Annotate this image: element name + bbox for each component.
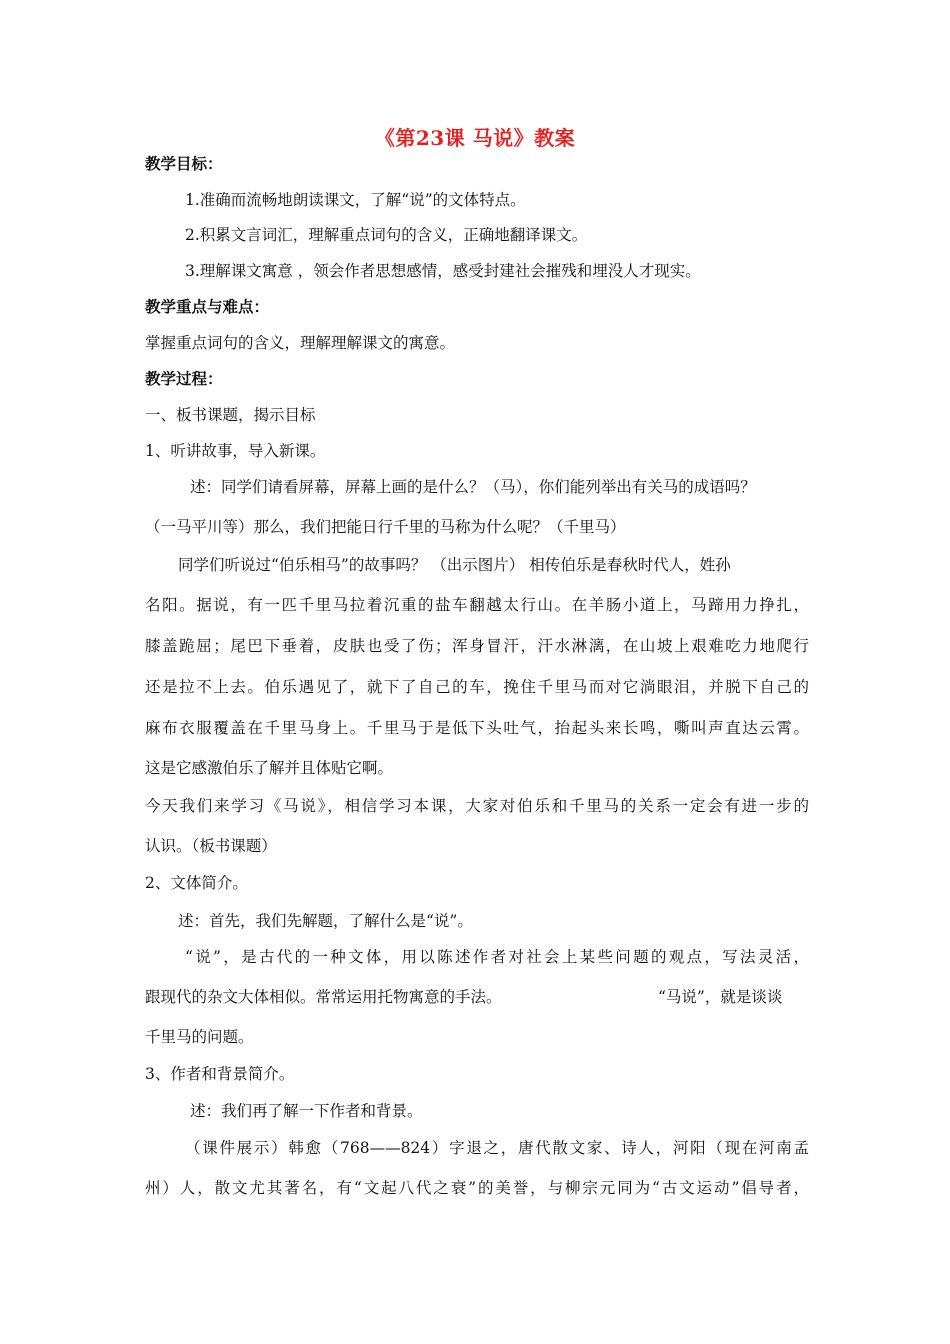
goal-item: 3.理解课文寓意 ，领会作者思想感情，感受封建社会摧残和埋没人才现实。: [185, 262, 701, 280]
process-step-heading: 2、文体简介。: [145, 874, 248, 892]
key-points-text: 掌握重点词句的含义，理解理解课文的寓意。: [145, 334, 456, 352]
paragraph-line: 述：首先，我们先解题，了解什么是“说”。: [178, 912, 473, 930]
key-points-heading: 教学重点与难点：: [145, 297, 270, 316]
process-step-heading: 3、作者和背景简介。: [145, 1065, 295, 1083]
paragraph-line: 还是拉不上去。伯乐遇见了，就下了自己的车，挽住千里马而对它淌眼泪，并脱下自己的: [145, 678, 809, 696]
paragraph-line: 今天我们来学习《马说》，相信学习本课，大家对伯乐和千里马的关系一定会有进一步的: [145, 797, 809, 815]
paragraph-line: 同学们听说过“伯乐相马”的故事吗？ （出示图片） 相传伯乐是春秋时代人，姓孙: [178, 556, 731, 574]
paragraph-line: 述：同学们请看屏幕，屏幕上画的是什么？（马），你们能列举出有关马的成语吗？: [190, 478, 756, 496]
goals-heading: 教学目标：: [145, 154, 223, 173]
paragraph-line: 跟现代的杂文大体相似。常常运用托物寓意的手法。: [145, 988, 502, 1006]
goal-item: 1.准确而流畅地朗读课文，了解“说”的文体特点。: [185, 191, 526, 209]
paragraph-line: 述：我们再了解一下作者和背景。: [190, 1102, 423, 1120]
paragraph-line: 千里马的问题。: [145, 1028, 254, 1046]
paragraph-line: （一马平川等）那么，我们把能日行千里的马称为什么呢？（千里马）: [145, 518, 626, 536]
paragraph-line: 认识。（板书课题）: [145, 837, 277, 855]
paragraph-line: “马说”，就是谈谈: [658, 988, 783, 1006]
goal-item: 2.积累文言词汇，理解重点词句的含义，正确地翻译课文。: [185, 226, 588, 244]
paragraph-line: 州）人，散文尤其著名，有“文起八代之衰”的美誉，与柳宗元同为“古文运动”倡导者，: [145, 1179, 809, 1197]
process-heading: 教学过程：: [145, 369, 223, 388]
paragraph-line: 名阳。据说，有一匹千里马拉着沉重的盐车翻越太行山。在羊肠小道上，马蹄用力挣扎，: [145, 596, 809, 614]
paragraph-line: 这是它感激伯乐了解并且体贴它啊。: [145, 759, 394, 777]
paragraph-line: 膝盖跪屈；尾巴下垂着，皮肤也受了伤；浑身冒汗，汗水淋漓，在山坡上艰难吃力地爬行: [145, 637, 809, 655]
paragraph-line: （课件展示）韩愈（768——824）字退之，唐代散文家、诗人，河阳（现在河南孟: [185, 1139, 809, 1157]
page-title: 《第23课 马说》教案: [374, 126, 576, 150]
paragraph-line: “说”，是古代的一种文体，用以陈述作者对社会上某些问题的观点，写法灵活，: [185, 948, 809, 966]
paragraph-line: 麻布衣服覆盖在千里马身上。千里马于是低下头吐气，抬起头来长鸣，嘶叫声直达云霄。: [145, 719, 809, 737]
process-step-heading: 1、听讲故事，导入新课。: [145, 442, 326, 460]
process-part-heading: 一、板书课题，揭示目标: [145, 406, 316, 424]
